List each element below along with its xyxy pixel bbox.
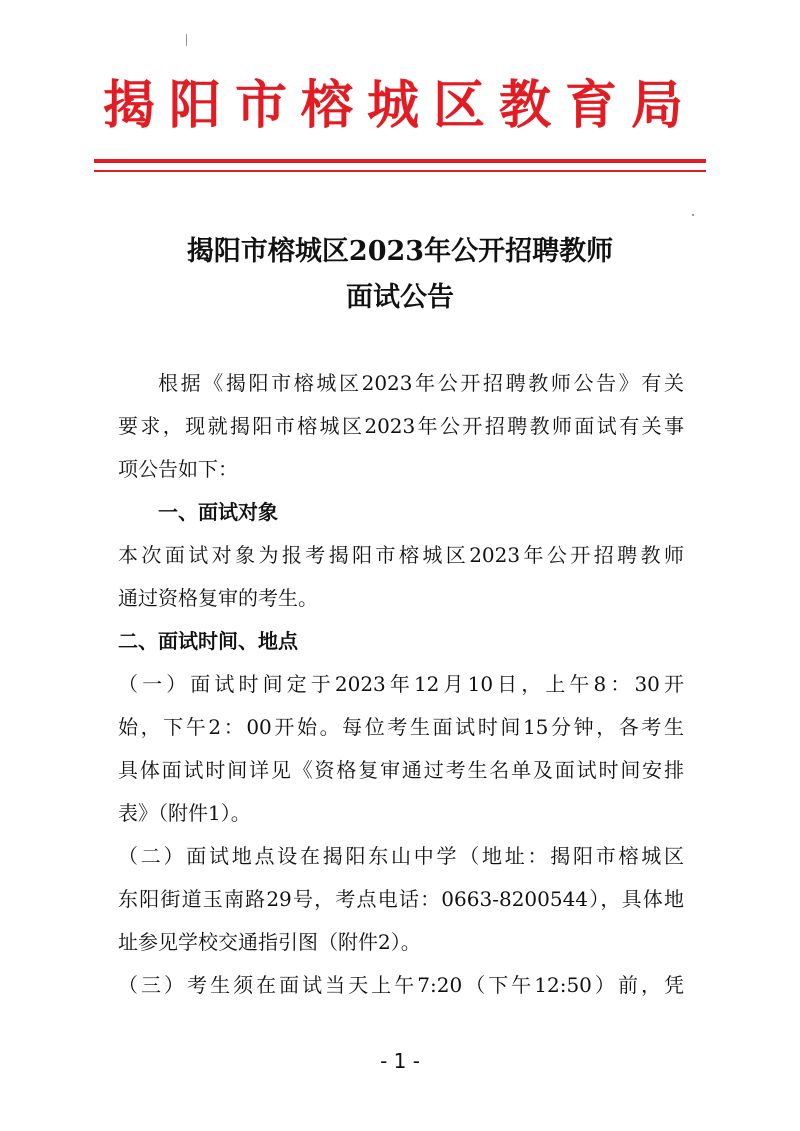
intro-line: 要求，现就揭阳市榕城区2023年公开招聘教师面试有关事 xyxy=(118,414,684,438)
document-title-line2: 面试公告 xyxy=(346,282,454,313)
intro-line: 根据《揭阳市榕城区2023年公开招聘教师公告》有关 xyxy=(158,371,684,395)
section1-line: 通过资格复审的考生。 xyxy=(118,586,318,610)
item2-line: （二）面试地点设在揭阳东山中学（地址：揭阳市榕城区 xyxy=(118,844,684,868)
scan-mark-top xyxy=(186,34,187,46)
letterhead-thick-rule xyxy=(94,159,706,163)
item1-line: 表》（附件1）。 xyxy=(118,801,251,825)
section1-heading: 一、面试对象 xyxy=(158,500,278,524)
letterhead-org-name: 揭阳市榕城区教育局 xyxy=(102,76,697,136)
section1-line: 本次面试对象为报考揭阳市榕城区2023年公开招聘教师 xyxy=(118,543,684,567)
item2-line: 址参见学校交通指引图（附件2）。 xyxy=(118,930,421,954)
section2-heading: 二、面试时间、地点 xyxy=(118,629,298,653)
intro-line: 项公告如下： xyxy=(118,457,238,481)
page-number: - 1 - xyxy=(380,1049,420,1073)
item1-line: （一）面试时间定于2023年12月10日，上午8：30开 xyxy=(118,672,684,696)
item1-line: 始，下午2：00开始。每位考生面试时间15分钟，各考生 xyxy=(118,715,684,739)
item1-line: 具体面试时间详见《资格复审通过考生名单及面试时间安排 xyxy=(118,758,684,782)
document-title-line1: 揭阳市榕城区2023年公开招聘教师 xyxy=(186,236,614,267)
letterhead-thin-rule xyxy=(94,170,706,172)
scan-mark-right xyxy=(692,214,694,216)
item2-line: 东阳街道玉南路29号，考点电话：0663-8200544），具体地 xyxy=(118,887,684,911)
item3-line: （三）考生须在面试当天上午7:20（下午12:50）前，凭 xyxy=(118,973,684,997)
